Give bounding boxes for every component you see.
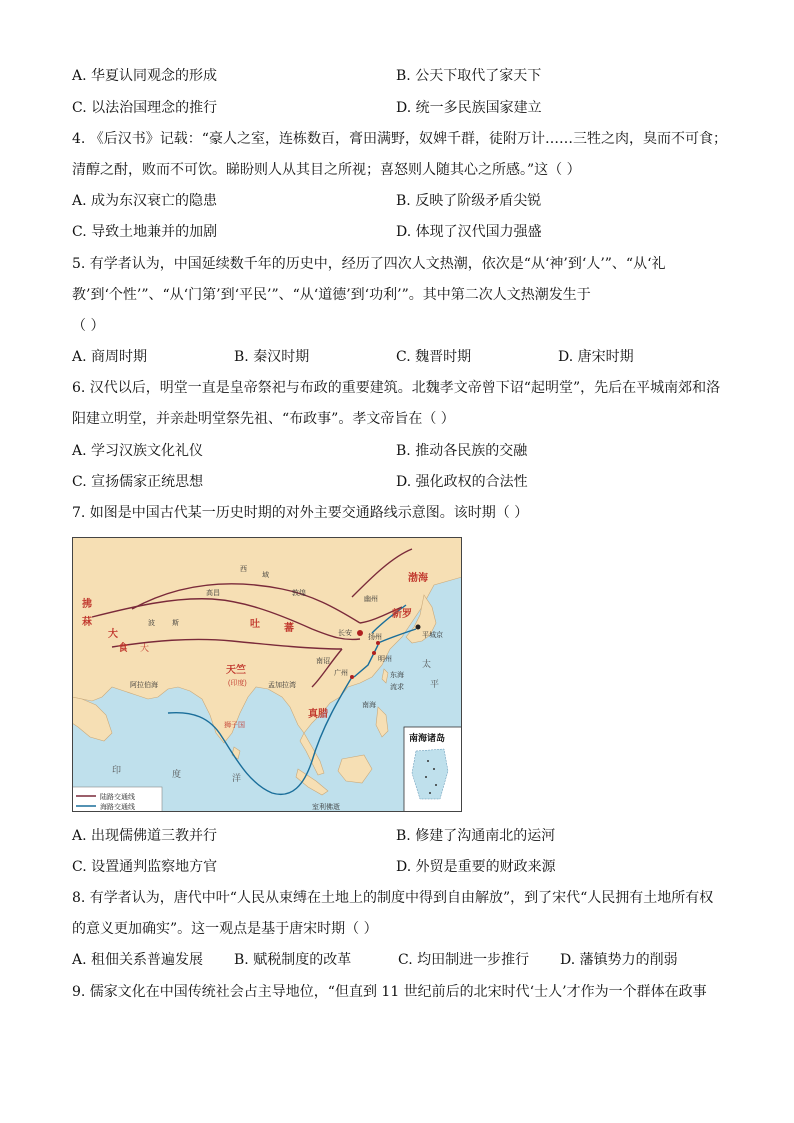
q6-stem-line2: 阳建立明堂，并亲赴明堂祭先祖、“布政事”。孝文帝旨在（ ）: [72, 411, 455, 427]
map-label-changan: 长安: [338, 630, 352, 637]
map-label-heian: 平城京: [422, 632, 443, 639]
map-label-india: (印度): [228, 680, 247, 687]
map-label-bengal: 孟加拉湾: [268, 682, 296, 689]
q6-option-b: B. 推动各民族的交融: [396, 443, 528, 459]
q5-option-b: B. 秦汉时期: [234, 349, 310, 365]
q4-option-b: B. 反映了阶级矛盾尖锐: [396, 193, 542, 209]
map-label-east-sea: 东海: [390, 672, 404, 679]
q5-stem-line3: （ ）: [72, 318, 105, 334]
q7-option-c: C. 设置通判监察地方官: [72, 859, 218, 875]
map-label-silla: 新罗: [392, 609, 412, 620]
inset-island: [425, 776, 427, 778]
map-label-tubo2: 蕃: [284, 623, 294, 634]
q5-option-a: A. 商周时期: [72, 349, 148, 365]
map-label-dunhuang: 敦煌: [292, 590, 306, 597]
map-label-tubo: 吐: [250, 619, 260, 630]
inset-island: [427, 760, 429, 762]
q5-stem-line2: 教’到‘个性’”、“从‘门第’到‘平民’”、“从‘道德’到‘功利’”。其中第二次人文热潮发生于: [72, 287, 591, 303]
inset-island: [435, 784, 437, 786]
map-label-indian-ocean3: 洋: [232, 773, 242, 783]
q3-option-a: A. 华夏认同观念的形成: [72, 68, 218, 84]
map-dot-guangzhou: [350, 675, 354, 679]
q8-option-b: B. 赋税制度的改革: [234, 952, 352, 968]
q6-option-a: A. 学习汉族文化礼仪: [72, 443, 204, 459]
q6-stem-line1: 6. 汉代以后，明堂一直是皇帝祭祀与布政的重要建筑。北魏孝文帝曾下诏“起明堂”，先后在平城南郊和洛: [72, 380, 721, 396]
map-dot-yangzhou: [376, 641, 380, 645]
q7-option-a: A. 出现儒佛道三教并行: [72, 828, 218, 844]
map-label-shizi: 狮子国: [224, 722, 245, 729]
map-label-dashi2: 食: [118, 643, 128, 654]
inset-island: [429, 792, 431, 794]
inset-island: [433, 768, 435, 770]
map-label-bosi2: 斯: [172, 620, 179, 627]
map-dot-heian: [416, 625, 421, 630]
q3-option-c: C. 以法治国理念的推行: [72, 100, 218, 116]
map-label-gaochang: 高昌: [206, 590, 220, 597]
q5-stem-line1: 5. 有学者认为，中国延续数千年的历史中，经历了四次人文热潮，依次是“从‘神’到‘人’”、“从‘礼: [72, 256, 666, 272]
map-label-youzhou: 幽州: [364, 596, 378, 603]
q8-option-c: C. 均田制进一步推行: [398, 952, 530, 968]
map-dot-mingzhou: [372, 651, 376, 655]
q7-option-b: B. 修建了沟通南北的运河: [396, 828, 556, 844]
map-label-mingzhou: 明州: [378, 656, 392, 663]
q7-option-d: D. 外贸是重要的财政来源: [396, 859, 556, 875]
q5-option-d: D. 唐宋时期: [558, 349, 634, 365]
map-label-bohai: 渤海: [408, 573, 428, 584]
map-label-fulin: 拂: [82, 599, 92, 610]
map-label-liuqiu: 流求: [390, 684, 404, 691]
map-label-bosi-nation: 大: [140, 643, 150, 653]
map-label-arabian: 阿拉伯海: [130, 682, 158, 689]
trade-route-map-svg: [72, 537, 462, 812]
map-label-tianzhu: 天竺: [226, 665, 246, 676]
map-legend: [72, 787, 162, 812]
legend-land-label: 陆路交通线: [100, 794, 135, 801]
inset-title: 南海诸岛: [409, 733, 446, 743]
q4-option-d: D. 体现了汉代国力强盛: [396, 224, 542, 240]
q6-option-d: D. 强化政权的合法性: [396, 474, 528, 490]
map-label-pacific: 太: [422, 659, 432, 669]
map-label-indian-ocean: 印: [112, 765, 122, 775]
map-label-fulin2: 菻: [82, 617, 92, 628]
q3-option-b: B. 公天下取代了家天下: [396, 68, 542, 84]
map-label-west-region2: 域: [262, 572, 269, 579]
map-label-yangzhou: 扬州: [368, 634, 382, 641]
map-label-pacific2: 平: [430, 679, 440, 689]
q8-option-a: A. 租佃关系普遍发展: [72, 952, 204, 968]
map-label-zhenla: 真腊: [308, 709, 328, 720]
legend-sea-label: 海路交通线: [100, 804, 135, 811]
map-label-nanzhao: 南诏: [316, 658, 330, 665]
q5-option-c: C. 魏晋时期: [396, 349, 472, 365]
q3-option-d: D. 统一多民族国家建立: [396, 100, 542, 116]
q9-stem-line1: 9. 儒家文化在中国传统社会占主导地位，“但直到 11 世纪前后的北宋时代‘士人’才作为一个群体在政事: [72, 984, 707, 1000]
map-label-bosi: 波: [148, 620, 155, 627]
q4-option-c: C. 导致土地兼并的加剧: [72, 224, 218, 240]
map-label-indian-ocean2: 度: [172, 769, 182, 779]
q8-option-d: D. 藩镇势力的削弱: [560, 952, 678, 968]
trade-route-map: [72, 537, 462, 812]
map-label-west-region: 西: [240, 566, 247, 573]
q8-stem-line2: 的意义更加确实”。这一观点是基于唐宋时期（ ）: [72, 921, 378, 937]
map-label-guangzhou: 广州: [334, 670, 348, 677]
q4-option-a: A. 成为东汉衰亡的隐患: [72, 193, 218, 209]
inset-south-sea-islands: [404, 727, 462, 812]
map-label-dashi: 大: [108, 629, 118, 640]
map-label-sriv: 室利佛逝: [312, 804, 340, 811]
q4-stem-line1: 4. 《后汉书》记载：“豪人之室，连栋数百，膏田满野，奴婢千群，徒附万计……三牲之肉，臭而不可食；: [72, 131, 727, 147]
q7-stem: 7. 如图是中国古代某一历史时期的对外主要交通路线示意图。该时期（ ）: [72, 505, 529, 521]
q4-stem-line2: 清醇之酎，败而不可饮。睇盼则人从其目之所视；喜怒则人随其心之所感。”这（ ）: [72, 162, 581, 178]
q8-stem-line1: 8. 有学者认为，唐代中叶“人民从束缚在土地上的制度中得到自由解放”，到了宋代“人民拥有土地所有权: [72, 890, 714, 906]
q6-option-c: C. 宣扬儒家正统思想: [72, 474, 204, 490]
map-label-south-sea: 南海: [362, 702, 376, 709]
map-dot-changan: [357, 630, 363, 636]
